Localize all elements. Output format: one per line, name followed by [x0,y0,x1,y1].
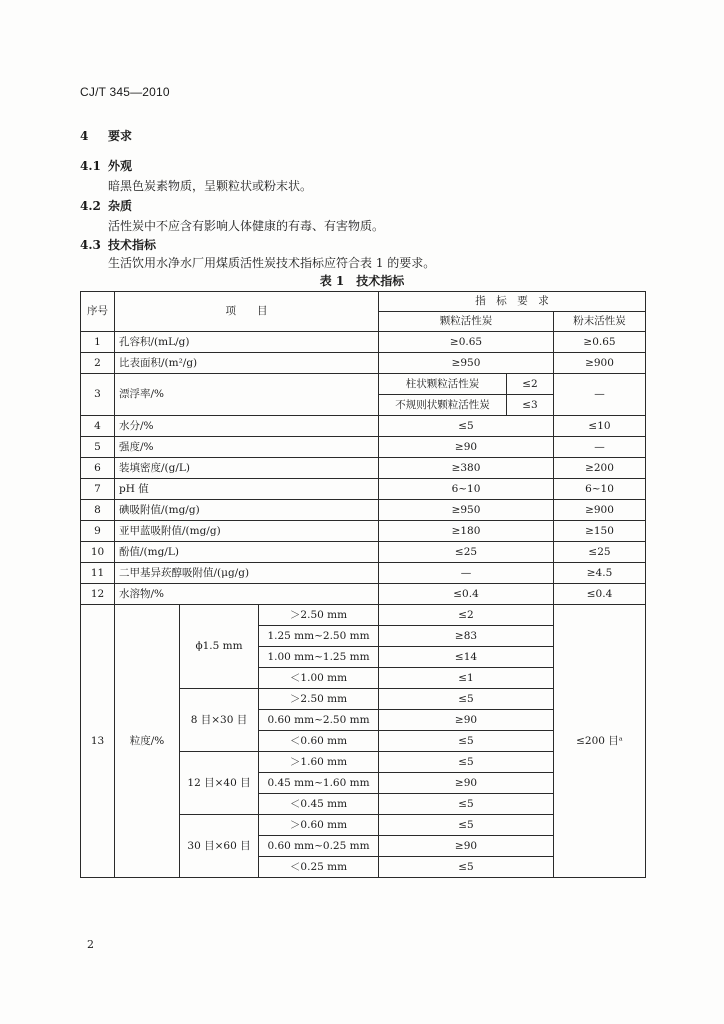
table-row [81,437,646,458]
float-type-label: 不规则状颗粒活性炭 [379,395,507,416]
row-item: 酚值/(mg/L) [115,542,379,563]
row-powder-value: ≥900 [554,500,646,521]
table-row [81,479,646,500]
particle-range: ＞0.60 mm [259,815,379,836]
table-caption: 表 1 技术指标 [319,274,405,288]
row-seq: 2 [81,353,115,374]
particle-range: 0.45 mm~1.60 mm [259,773,379,794]
particle-range: 1.00 mm~1.25 mm [259,647,379,668]
table-row [81,500,646,521]
row-seq: 8 [81,500,115,521]
particle-value: ≤14 [379,647,554,668]
row-seq: 7 [81,479,115,500]
particle-size-group: 8 目×30 目 [180,689,259,752]
row-granular-value: — [379,563,554,584]
header-powder: 粉末活性炭 [554,312,646,332]
row-powder-value: — [554,374,646,416]
particle-value: ≥83 [379,626,554,647]
table-row [81,332,646,353]
row-seq: 9 [81,521,115,542]
section-number: 4 [80,129,89,143]
particle-value: ≥90 [379,836,554,857]
particle-value: ≥90 [379,773,554,794]
table-row [81,521,646,542]
table-row [81,542,646,563]
row-powder-value: — [554,437,646,458]
row-powder-value: ≥150 [554,521,646,542]
float-type-label: 柱状颗粒活性炭 [379,374,507,395]
row-item: 碘吸附值/(mg/g) [115,500,379,521]
row-seq: 11 [81,563,115,584]
particle-value: ≤5 [379,689,554,710]
section-title: 外观 [108,159,133,173]
row-item: 强度/% [115,437,379,458]
particle-powder-value: ≤200 目ᵃ [554,605,646,878]
row-powder-value: ≤0.4 [554,584,646,605]
section-number: 4.1 [80,159,101,173]
row-powder-value: ≥0.65 [554,332,646,353]
row-item: pH 值 [115,479,379,500]
particle-value: ≤2 [379,605,554,626]
float-type-value: ≤2 [507,374,554,395]
page-number: 2 [87,938,94,951]
row-seq: 12 [81,584,115,605]
row-granular-value: ≥950 [379,353,554,374]
row-granular-value: ≥950 [379,500,554,521]
section-number: 4.3 [80,238,101,252]
particle-value: ≥90 [379,710,554,731]
row-seq: 13 [81,605,115,878]
particle-value: ≤1 [379,668,554,689]
row-seq: 3 [81,374,115,416]
particle-range: ＜0.25 mm [259,857,379,878]
table-row [81,374,646,395]
float-type-value: ≤3 [507,395,554,416]
particle-value: ≤5 [379,731,554,752]
standard-code: CJ/T 345—2010 [80,85,170,99]
row-powder-value: ≥200 [554,458,646,479]
row-item: 亚甲蓝吸附值/(mg/g) [115,521,379,542]
particle-size-group: 30 目×60 目 [180,815,259,878]
row-granular-value: ≤25 [379,542,554,563]
row-seq: 4 [81,416,115,437]
row-granular-value: ≥0.65 [379,332,554,353]
row-powder-value: ≤10 [554,416,646,437]
section-title: 技术指标 [108,238,157,252]
particle-row [81,605,646,626]
row-item: 二甲基异莰醇吸附值/(μg/g) [115,563,379,584]
row-powder-value: ≥4.5 [554,563,646,584]
particle-range: ＞2.50 mm [259,605,379,626]
table-row [81,353,646,374]
particle-size-group: ϕ1.5 mm [180,605,259,689]
section-4-3-heading [80,236,156,253]
particle-range: ＜0.60 mm [259,731,379,752]
section-4-heading [80,127,132,144]
particle-range: ＞2.50 mm [259,689,379,710]
section-4-3-body: 生活饮用水净水厂用煤质活性炭技术指标应符合表 1 的要求。 [108,256,436,270]
table-row [81,458,646,479]
row-granular-value: ≤0.4 [379,584,554,605]
row-granular-value: ≥180 [379,521,554,542]
row-item: 水溶物/% [115,584,379,605]
row-seq: 10 [81,542,115,563]
particle-range: 0.60 mm~2.50 mm [259,710,379,731]
header-granular: 颗粒活性炭 [379,312,554,332]
row-seq: 6 [81,458,115,479]
particle-range: ＜0.45 mm [259,794,379,815]
table-row [81,563,646,584]
particle-value: ≤5 [379,857,554,878]
particle-value: ≤5 [379,794,554,815]
particle-range: ＜1.00 mm [259,668,379,689]
section-4-2-body: 活性炭中不应含有影响人体健康的有毒、有害物质。 [108,219,385,233]
row-granular-value: 6~10 [379,479,554,500]
particle-value: ≤5 [379,752,554,773]
row-item: 孔容积/(mL/g) [115,332,379,353]
section-4-1-heading [80,157,132,174]
row-seq: 1 [81,332,115,353]
header-requirement: 指 标 要 求 [379,292,646,312]
section-4-1-body: 暗黑色炭素物质，呈颗粒状或粉末状。 [108,179,313,193]
section-title: 杂质 [108,199,133,213]
table-row [81,416,646,437]
table-row [81,584,646,605]
row-powder-value: ≤25 [554,542,646,563]
row-item: 比表面积/(m²/g) [115,353,379,374]
row-granular-value: ≥380 [379,458,554,479]
row-powder-value: 6~10 [554,479,646,500]
row-item: 装填密度/(g/L) [115,458,379,479]
particle-range: 1.25 mm~2.50 mm [259,626,379,647]
particle-value: ≤5 [379,815,554,836]
section-4-2-heading [80,197,132,214]
row-granular-value: ≥90 [379,437,554,458]
particle-range: ＞1.60 mm [259,752,379,773]
technical-spec-table [80,291,646,878]
row-item: 漂浮率/% [115,374,379,416]
section-title: 要求 [108,129,133,143]
section-number: 4.2 [80,199,101,213]
particle-item: 粒度/% [115,605,180,878]
row-item: 水分/% [115,416,379,437]
particle-range: 0.60 mm~0.25 mm [259,836,379,857]
row-seq: 5 [81,437,115,458]
row-powder-value: ≥900 [554,353,646,374]
particle-size-group: 12 目×40 目 [180,752,259,815]
header-seq: 序号 [81,292,115,332]
row-granular-value: ≤5 [379,416,554,437]
header-item: 项 目 [115,292,379,332]
